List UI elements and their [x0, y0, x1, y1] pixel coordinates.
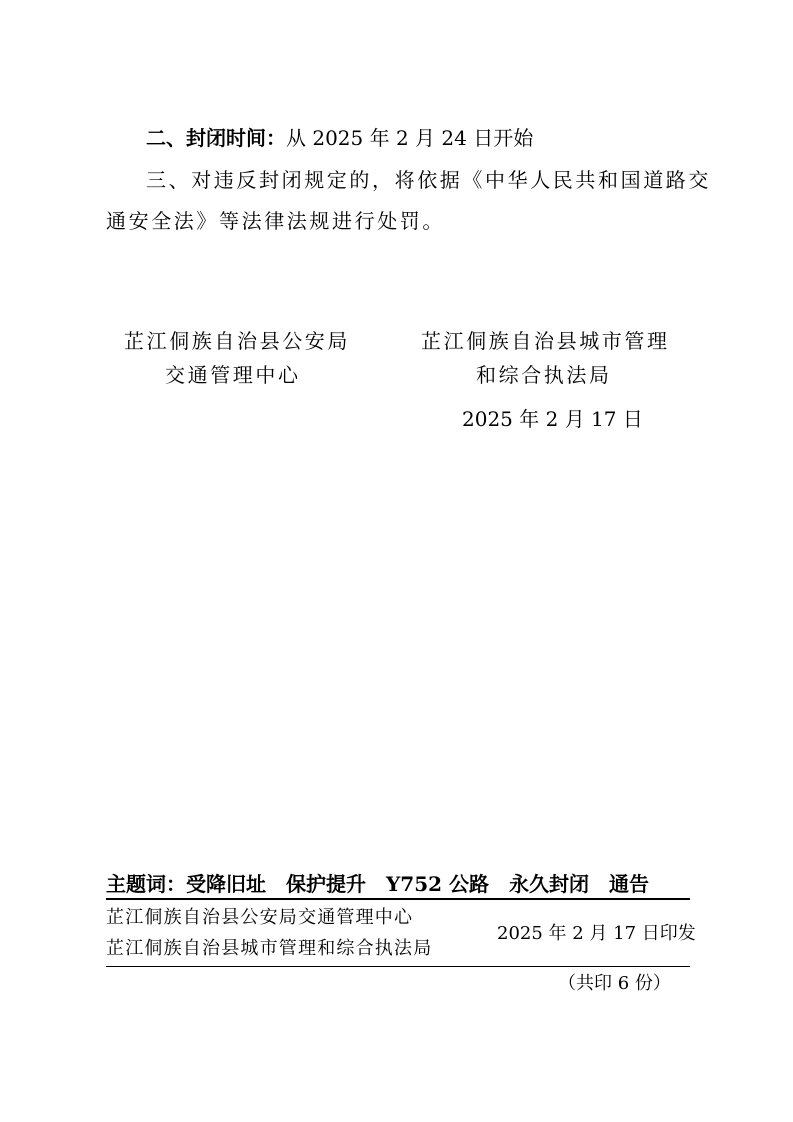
signature-right-line1: 芷江侗族自治县城市管理	[421, 329, 670, 353]
copies-count: （共印 6 份）	[558, 973, 671, 994]
closure-time-label: 二、封闭时间：	[146, 126, 286, 150]
closure-time-paragraph	[146, 125, 533, 151]
signature-left-line2: 交通管理中心	[165, 363, 301, 387]
issue-date: 2025 年 2 月 17 日印发	[497, 923, 696, 944]
issuer-line1: 芷江侗族自治县公安局交通管理中心	[106, 907, 414, 928]
issuer-line2: 芷江侗族自治县城市管理和综合执法局	[106, 938, 433, 959]
signature-left-line1: 芷江侗族自治县公安局	[124, 329, 350, 353]
keywords-line: 主题词：受降旧址 保护提升 Y752 公路 永久封闭 通告	[106, 872, 649, 896]
closure-time-value: 从 2025 年 2 月 24 日开始	[286, 126, 534, 150]
penalty-paragraph-line1: 三、对违反封闭规定的，将依据《中华人民共和国道路交	[146, 168, 711, 192]
penalty-paragraph-line2: 通安全法》等法律法规进行处罚。	[106, 209, 445, 233]
issuer-rule	[106, 966, 690, 967]
signature-date: 2025 年 2 月 17 日	[462, 407, 643, 431]
signature-right-line2: 和综合执法局	[476, 363, 612, 387]
keywords-rule	[106, 898, 690, 900]
